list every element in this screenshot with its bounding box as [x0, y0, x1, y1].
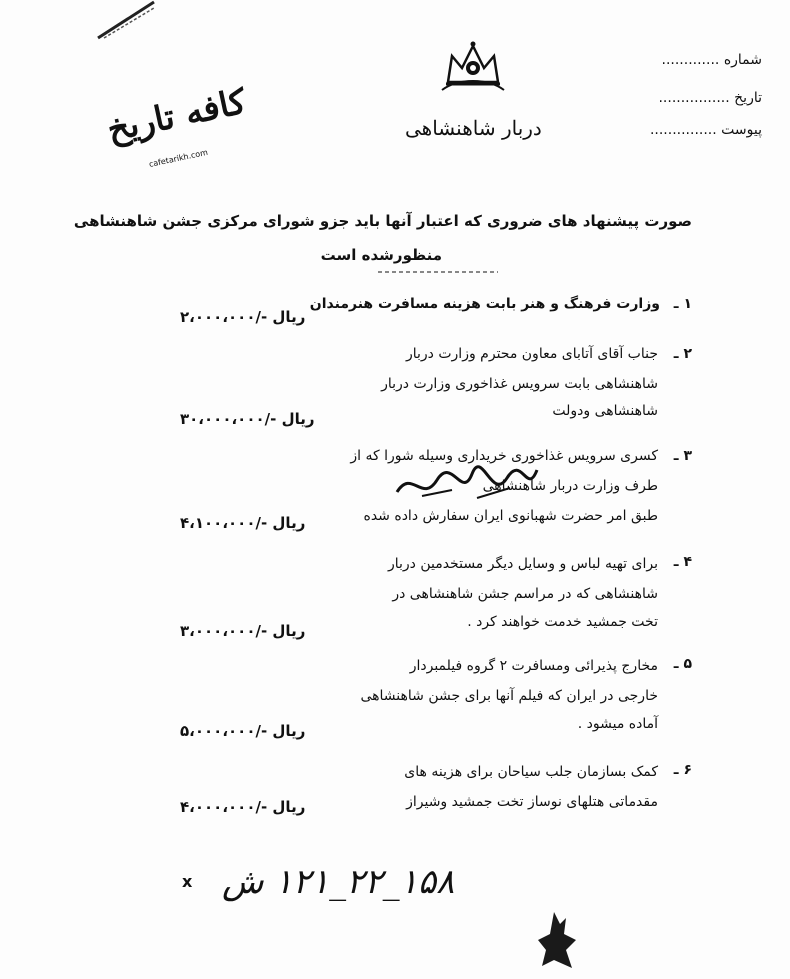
watermark-url: cafetarikh.com — [148, 147, 209, 169]
item-4-line-3: تخت جمشید خدمت خواهند کرد . — [467, 614, 658, 630]
letterhead-title: دربار شاهنشاهی — [405, 116, 542, 140]
date-label: تاریخ — [734, 90, 762, 106]
watermark-logo: کافه تاریخ — [103, 81, 250, 150]
item-2-line-1: جناب آقای آتابای معاون محترم وزارت دربار — [406, 346, 658, 362]
item-4-line-2: شاهنشاهی که در مراسم جشن شاهنشاهی در — [392, 586, 658, 602]
heading-underline — [378, 270, 498, 274]
crown-emblem-icon — [438, 38, 508, 92]
attachment-field: پیوست ............... — [649, 122, 762, 138]
item-4-line-1: برای تهیه لباس و وسایل دیگر مستخدمین دربار — [387, 556, 658, 572]
item-1-number: ۱ ـ — [673, 296, 692, 312]
item-6-number: ۶ ـ — [673, 762, 692, 778]
date-field: تاریخ ................ — [658, 90, 762, 106]
item-5-amount: ۵،۰۰۰،۰۰۰/- ریال — [180, 722, 306, 740]
item-6-amount: ۴،۰۰۰،۰۰۰/- ریال — [180, 798, 306, 816]
handwritten-signature — [392, 460, 542, 510]
item-3-line-1: کسری سرویس غذاخوری خریداری وسیله شورا که از — [350, 448, 658, 464]
item-5-line-3: آماده میشود . — [577, 716, 658, 732]
item-2-line-2: شاهنشاهی بابت سرویس غذاخوری وزارت دربار — [381, 376, 658, 392]
item-5-number: ۵ ـ — [673, 656, 692, 672]
item-2-number: ۲ ـ — [673, 346, 692, 362]
document-heading-line2: منظورشده است — [320, 246, 442, 264]
x-mark: x — [182, 872, 193, 891]
item-1-amount: ۲،۰۰۰،۰۰۰/- ریال — [180, 308, 306, 326]
corner-scribble — [96, 0, 156, 40]
attachment-label: پیوست — [721, 122, 762, 138]
item-5-line-1: مخارج پذیرائی ومسافرت ۲ گروه فیلمبردار — [409, 658, 658, 674]
item-4-amount: ۳،۰۰۰،۰۰۰/- ریال — [180, 622, 306, 640]
item-3-line-3: طبق امر حضرت شهبانوی ایران سفارش داده شده — [363, 508, 658, 524]
item-3-line-2: طرف وزارت دربار شاهنشاهی — [482, 478, 658, 494]
handwritten-reference: ۱۵۸_۲۲_۱۲۱ ش — [222, 862, 455, 902]
item-3-number: ۳ ـ — [673, 448, 692, 464]
number-label: شماره — [723, 52, 762, 68]
item-6-line-2: مقدماتی هتلهای نوساز تخت جمشید وشیراز — [406, 794, 658, 810]
item-5-line-2: خارجی در ایران که فیلم آنها برای جشن شاهنشاهی — [360, 688, 658, 704]
item-3-amount: ۴،۱۰۰،۰۰۰/- ریال — [180, 514, 306, 532]
item-6-line-1: کمک بسازمان جلب سیاحان برای هزینه های — [404, 764, 658, 780]
item-4-number: ۴ ـ — [673, 554, 692, 570]
item-1-line-1: وزارت فرهنگ و هنر بابت هزینه مسافرت هنرمندان — [309, 296, 660, 312]
item-2-amount: ۳۰،۰۰۰،۰۰۰/- ریال — [180, 410, 315, 428]
item-2-line-3: شاهنشاهی ودولت — [552, 403, 658, 419]
number-field: شماره ............. — [661, 52, 762, 68]
ink-blot — [536, 910, 582, 970]
document-heading-line1: صورت پیشنهاد های ضروری که اعتبار آنها باید جزو شورای مرکزی جشن شاهنشاهی — [73, 212, 692, 230]
